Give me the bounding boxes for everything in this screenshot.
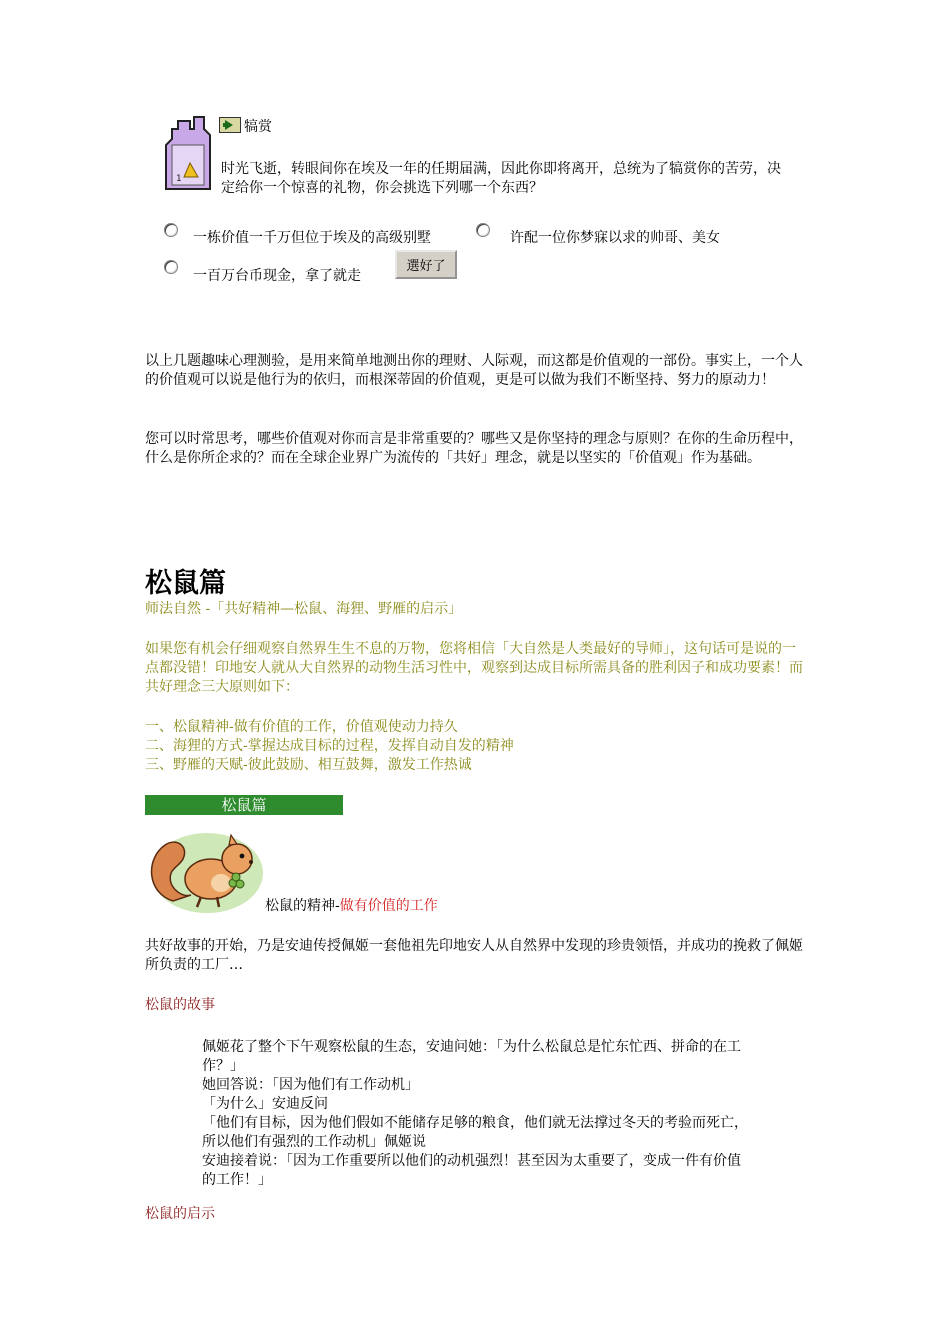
- section-banner: 松鼠篇: [145, 795, 343, 815]
- caption-highlight: 做有价值的工作: [339, 898, 438, 914]
- dialog-line: 她回答说：「因为他们有工作动机」: [202, 1077, 419, 1093]
- story-title: 松鼠的故事: [145, 997, 215, 1013]
- reward-question: 时光飞逝，转眼间你在埃及一年的任期届满，因此你即将离开，总统为了犒赏你的苦劳，决定给你一个惊喜的礼物，你会挑选下列哪一个东西？: [221, 161, 781, 196]
- insight-title: 松鼠的启示: [145, 1206, 215, 1222]
- squirrel-caption: [265, 897, 438, 916]
- reward-title: 犒赏: [244, 119, 272, 135]
- option-label-villa: 一栋价值一千万但位于埃及的高级别墅: [193, 230, 431, 246]
- story-dialog: [202, 1038, 752, 1190]
- dialog-line: 安迪接着说：「因为工作重要所以他们的动机强烈！甚至因为太重要了，变成一件有价值的工作！」: [202, 1153, 741, 1188]
- caption-prefix: 松鼠的精神-: [265, 898, 340, 914]
- paragraph-values-reflection: 您可以时常思考，哪些价值观对你而言是非常重要的？哪些又是你坚持的理念与原则？在你的生命历程中，什么是你所企求的？而在全球企业界广为流传的「共好」理念，就是以坚实的「价值观」作为基础。: [145, 431, 803, 466]
- dialog-line: 佩姬花了整个下午观察松鼠的生态，安迪问她：「为什么松鼠总是忙东忙西、拼命的在工作？」: [202, 1039, 741, 1074]
- section-intro: 如果您有机会仔细观察自然界生生不息的万物，您将相信「大自然是人类最好的导师」，这句话可是说的一点都没错！印地安人就从大自然界的动物生活习性中，观察到达成目标所需具备的胜利因子和成功要素！而共好理念三大原则如下：: [145, 641, 803, 695]
- dialog-line: 「他们有目标，因为他们假如不能储存足够的粮食，他们就无法撑过冬天的考验而死亡，所以他们有强烈的工作动机」佩姬说: [202, 1115, 748, 1150]
- squirrel-illustration: [145, 823, 265, 915]
- principle-item: 三、野雁的天赋-彼此鼓励、相互鼓舞，激发工作热诚: [145, 757, 472, 773]
- option-label-cash: 一百万台币现金，拿了就走: [193, 268, 361, 284]
- dialog-line: 「为什么」安迪反问: [202, 1096, 328, 1112]
- paragraph-values-intro: 以上几题趣味心理测验，是用来简单地测出你的理财、人际观，而这都是价值观的一部份。事实上，一个人的价值观可以说是他行为的依归，而根深蒂固的价值观，更是可以做为我们不断坚持、努力的原动力！: [145, 353, 803, 388]
- option-radio-villa[interactable]: [164, 223, 178, 237]
- option-radio-partner[interactable]: [476, 223, 490, 237]
- story-intro: 共好故事的开始，乃是安迪传授佩姬一套他祖先印地安人从自然界中发现的珍贵领悟，并成功的挽救了佩姬所负责的工厂…: [145, 938, 803, 973]
- perfume-bottle-icon: [160, 115, 216, 193]
- svg-text:1: 1: [176, 174, 182, 184]
- arrow-badge-icon: [219, 117, 241, 133]
- principle-item: 二、海狸的方式-掌握达成目标的过程，发挥自动自发的精神: [145, 738, 514, 754]
- section-subtitle: 师法自然 -「共好精神—松鼠、海狸、野雁的启示」: [145, 601, 463, 617]
- principle-item: 一、松鼠精神-做有价值的工作，价值观使动力持久: [145, 719, 458, 735]
- option-radio-cash[interactable]: [164, 260, 178, 274]
- submit-button[interactable]: 選好了: [395, 250, 457, 279]
- option-label-partner: 许配一位你梦寐以求的帅哥、美女: [510, 230, 720, 246]
- section-heading: 松鼠篇: [145, 568, 226, 599]
